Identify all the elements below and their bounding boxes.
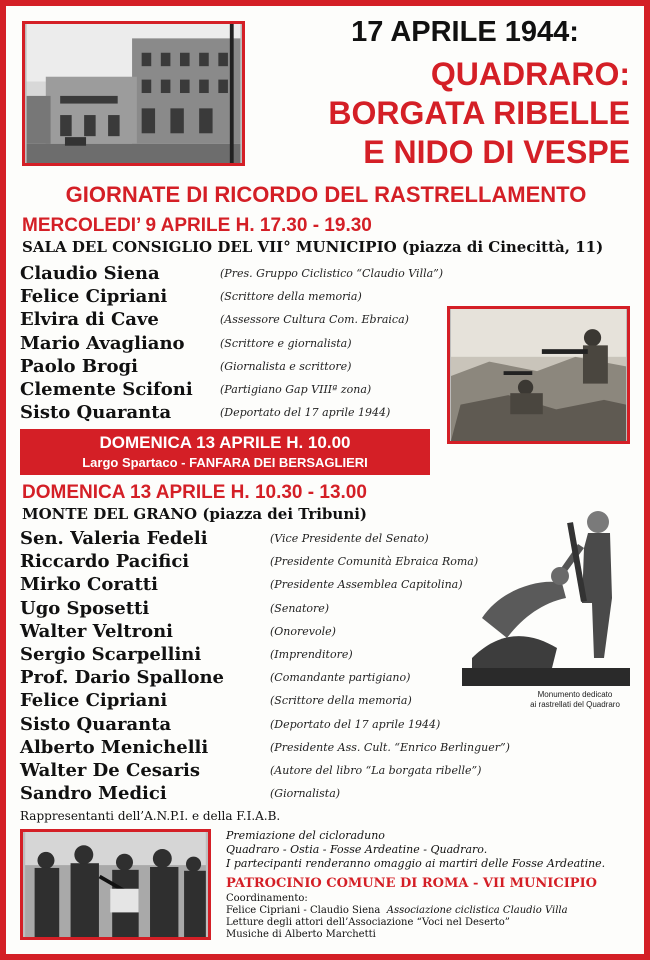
building-photo-image [25, 24, 242, 163]
coordination-association: Associazione ciclistica Claudio Villa [386, 905, 568, 916]
speaker-role: (Presidente Comunità Ebraica Roma) [270, 555, 479, 569]
speaker-name: Felice Cipriani [20, 286, 168, 308]
partisans-photo [20, 829, 211, 940]
speaker-name: Riccardo Pacifici [20, 551, 190, 573]
music-line: Musiche di Alberto Marchetti [226, 929, 376, 940]
patrocinio: PATROCINIO COMUNE DI ROMA - VII MUNICIPIO [226, 876, 597, 891]
monument-sculpture-image [462, 508, 630, 688]
speaker-name: Paolo Brogi [20, 355, 138, 377]
banner-line-1: DOMENICA 13 APRILE H. 10.00 [99, 433, 351, 452]
bersaglieri-banner [20, 429, 430, 475]
speaker-name: Sisto Quaranta [20, 713, 172, 735]
premiazione-line-1: Premiazione del cicloraduno [226, 829, 385, 842]
caption-line-2: ai rastrellati del Quadraro [530, 700, 620, 709]
speaker-name: Sergio Scarpellini [20, 644, 202, 665]
speaker-role: (Deportato del 17 aprile 1944) [270, 717, 441, 731]
soldiers-photo-image [450, 309, 627, 441]
speaker-role: (Presidente Assemblea Capitolina) [270, 578, 463, 592]
title-line-3: E NIDO DI VESPE [363, 134, 630, 170]
speaker-role: (Comandante partigiano) [270, 671, 411, 685]
caption-line-1: Monumento dedicato [537, 690, 613, 699]
speaker-name: Sisto Quaranta [20, 402, 172, 424]
speaker-role: (Pres. Gruppo Ciclistico “Claudio Villa”) [220, 267, 444, 280]
event1-date: MERCOLEDI’ 9 APRILE H. 17.30 - 19.30 [22, 215, 372, 236]
speaker-name: Ugo Sposetti [20, 597, 150, 619]
title-line-1: QUADRARO: [430, 56, 630, 92]
speaker-role: (Scrittore e giornalista) [220, 336, 352, 350]
speaker-name: Felice Cipriani [20, 690, 168, 712]
speaker-name: Mirko Coratti [20, 574, 158, 596]
speaker-role: (Scrittore della memoria) [270, 694, 412, 708]
event2-date: DOMENICA 13 APRILE H. 10.30 - 13.00 [22, 482, 367, 503]
premiazione-line-2: Quadraro - Ostia - Fosse Ardeatine - Quadraro. [226, 843, 488, 856]
speaker-role: (Partigiano Gap VIIIª zona) [220, 383, 372, 396]
speaker-role: (Onorevole) [270, 624, 336, 638]
speaker-role: (Autore del libro “La borgata ribelle”) [270, 764, 482, 777]
building-photo [22, 21, 245, 166]
coordination-names: Felice Cipriani - Claudio Siena [226, 905, 381, 916]
speaker-name: Sandro Medici [20, 783, 167, 805]
speaker-name: Walter De Cesaris [20, 760, 201, 781]
speaker-role: (Imprenditore) [270, 648, 353, 661]
speaker-name: Mario Avagliano [20, 332, 185, 354]
partisans-photo-image [23, 832, 208, 937]
premiazione-line-3: I partecipanti renderanno omaggio ai martiri delle Fosse Ardeatine. [226, 857, 606, 870]
title-line-2: BORGATA RIBELLE [328, 95, 630, 131]
speaker-name: Sen. Valeria Fedeli [20, 528, 208, 549]
coordination-label: Coordinamento: [226, 893, 308, 904]
speaker-name: Prof. Dario Spallone [20, 667, 224, 689]
speaker-role: (Presidente Ass. Cult. “Enrico Berlinguer”) [270, 740, 510, 754]
speaker-name: Elvira di Cave [20, 309, 159, 331]
speaker-role: (Senatore) [270, 601, 330, 615]
speaker-role: (Giornalista) [270, 787, 341, 801]
readings-line: Letture degli attori dell’Associazione “Voci nel Deserto” [226, 917, 510, 928]
soldiers-photo [447, 306, 630, 444]
event2-place: MONTE DEL GRANO (piazza dei Tribuni) [22, 505, 368, 523]
speaker-role: (Deportato del 17 aprile 1944) [220, 406, 391, 420]
speaker-name: Clemente Scifoni [20, 379, 193, 400]
date-heading: 17 APRILE 1944: [351, 16, 579, 48]
monument-caption [510, 690, 640, 710]
banner-line-2: Largo Spartaco - FANFARA DEI BERSAGLIERI [82, 455, 368, 470]
subtitle: GIORNATE DI RICORDO DEL RASTRELLAMENTO [65, 182, 587, 207]
speaker-role: (Assessore Cultura Com. Ebraica) [220, 313, 409, 327]
speaker-name: Claudio Siena [20, 263, 160, 284]
speaker-name: Alberto Menichelli [20, 736, 209, 758]
speaker-role: (Scrittore della memoria) [220, 290, 362, 304]
event1-place: SALA DEL CONSIGLIO DEL VII° MUNICIPIO (piazza di Cinecittà, 11) [22, 238, 604, 256]
speaker-name: Walter Veltroni [20, 620, 173, 642]
representatives-note: Rappresentanti dell’A.N.P.I. e della F.I.A.B. [20, 809, 281, 823]
speaker-role: (Vice Presidente del Senato) [270, 532, 429, 545]
monument-image [462, 508, 630, 688]
speaker-role: (Giornalista e scrittore) [220, 359, 352, 373]
coordination-line [226, 905, 568, 917]
